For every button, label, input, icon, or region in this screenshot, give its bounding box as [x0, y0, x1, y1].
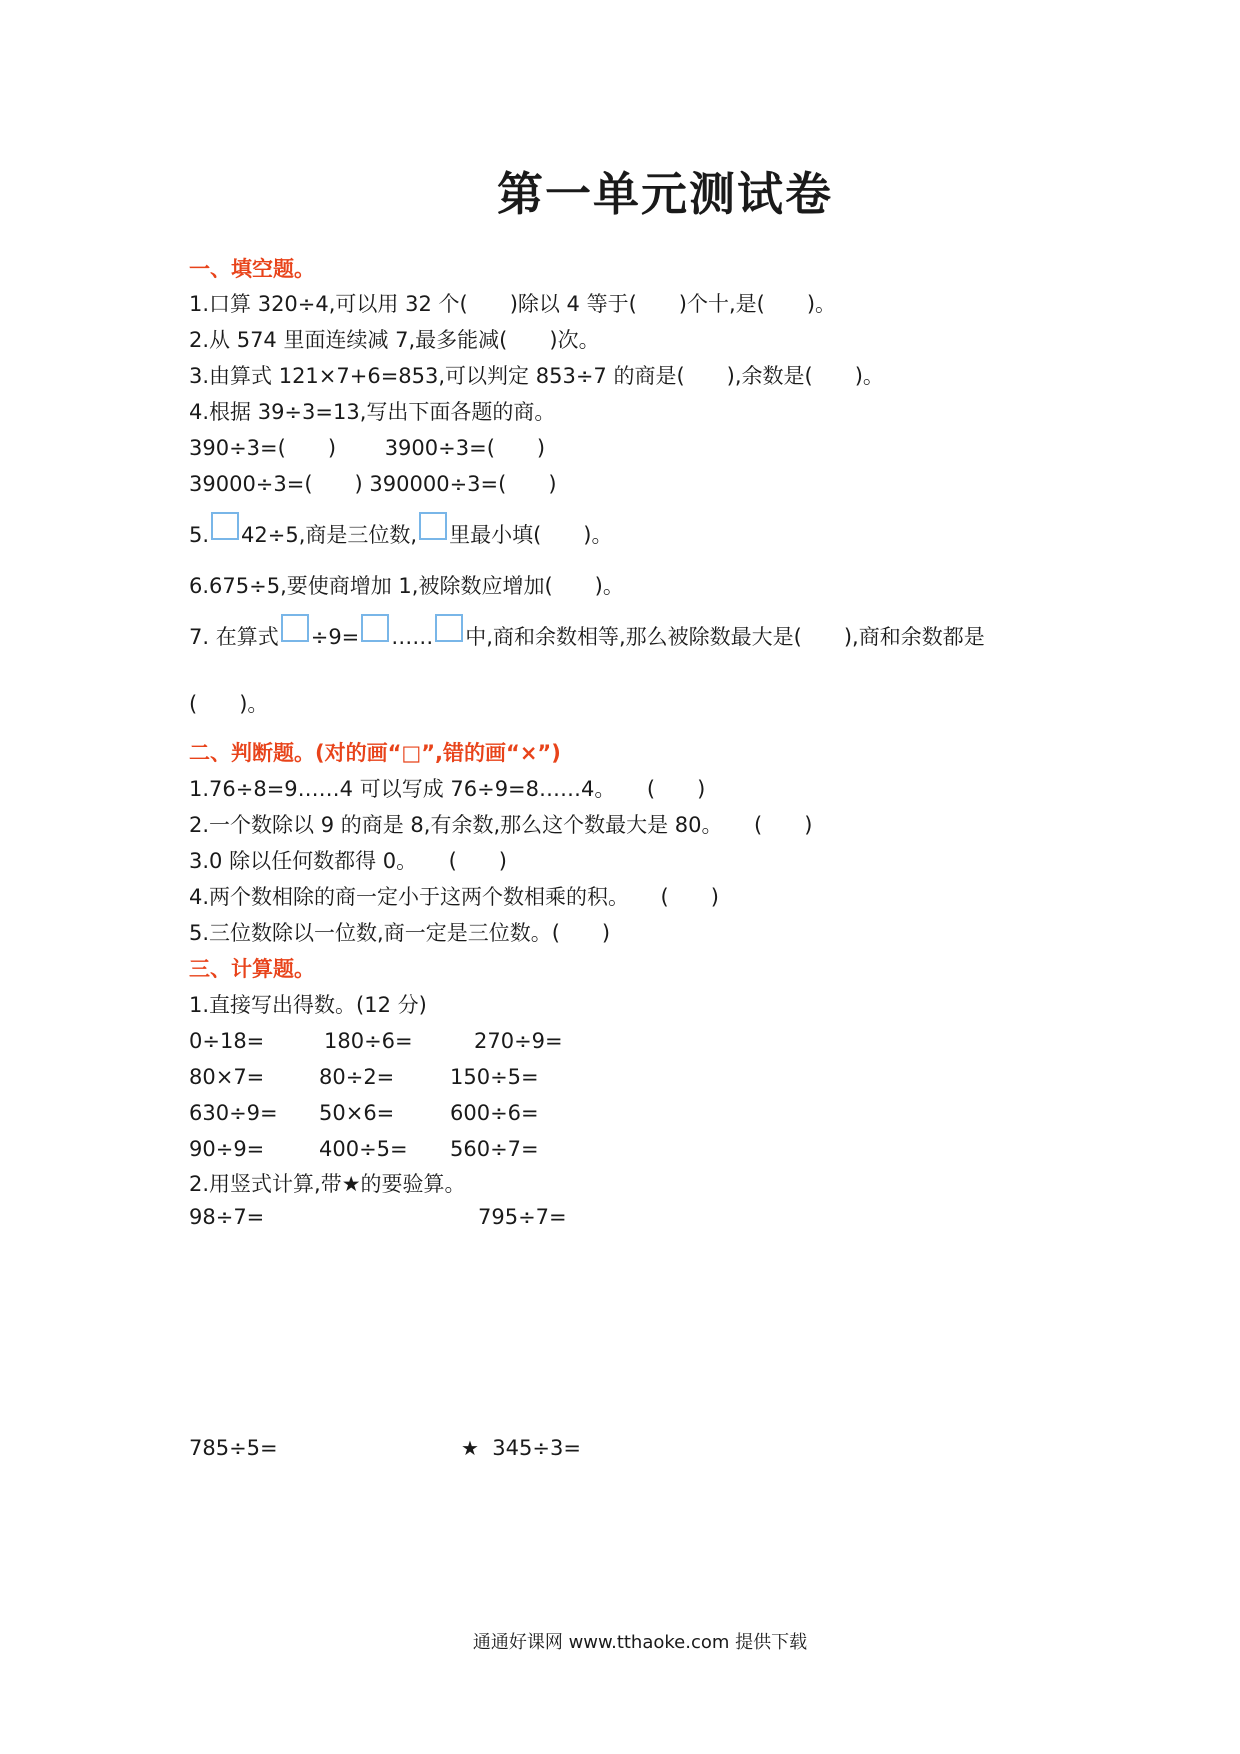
question-1-5: [189, 520, 612, 550]
calc-cell: 180÷6=: [324, 1029, 413, 1053]
question-1-6: 6.675÷5,要使商增加 1,被除数应增加( )。: [189, 574, 624, 598]
judge-item-4: 4.两个数相除的商一定小于这两个数相乘的积。 ( ): [189, 885, 719, 909]
question-1-3: 3.由算式 121×7+6=853,可以判定 853÷7 的商是( ),余数是( )。: [189, 364, 884, 388]
section-heading-fill-blank: 一、填空题。: [189, 257, 315, 281]
section-heading-true-false: 二、判断题。(对的画“□”,错的画“×”): [189, 741, 561, 765]
vertical-calc-4-text: 345÷3=: [492, 1436, 581, 1460]
calc-cell: 150÷5=: [450, 1065, 539, 1089]
q7-dots: ……: [391, 625, 434, 649]
calc-cell: 0÷18=: [189, 1029, 265, 1053]
question-1-1: 1.口算 320÷4,可以用 32 个( )除以 4 等于( )个十,是( )。: [189, 292, 837, 316]
calc-cell: 80÷2=: [319, 1065, 395, 1089]
q5-suffix: 里最小填( )。: [449, 523, 613, 547]
vertical-calc-1: 98÷7=: [189, 1205, 265, 1229]
q7-div: ÷9=: [310, 625, 360, 649]
calc-cell: 400÷5=: [319, 1137, 408, 1161]
page-title: 第一单元测试卷: [497, 167, 833, 221]
calc-cell: 80×7=: [189, 1065, 265, 1089]
question-1-4b: 39000÷3=( ) 390000÷3=( ): [189, 472, 557, 496]
blank-box[interactable]: [419, 512, 447, 540]
calc-cell: 270÷9=: [474, 1029, 563, 1053]
judge-item-1: 1.76÷8=9……4 可以写成 76÷9=8……4。 ( ): [189, 777, 706, 801]
calc-cell: 630÷9=: [189, 1101, 278, 1125]
q7-prefix: 7. 在算式: [189, 625, 279, 649]
calc-question-2: 2.用竖式计算,带★的要验算。: [189, 1172, 466, 1196]
q5-mid: 42÷5,商是三位数,: [241, 523, 418, 547]
footer-source: 通通好课网 www.tthaoke.com 提供下载: [472, 1632, 808, 1653]
q7-suffix: 中,商和余数相等,那么被除数最大是( ),商和余数都是: [465, 625, 985, 649]
question-1-7-end: ( )。: [189, 692, 269, 716]
blank-box[interactable]: [361, 614, 389, 642]
calc-cell: 560÷7=: [450, 1137, 539, 1161]
vertical-calc-4: [461, 1433, 581, 1463]
question-1-2: 2.从 574 里面连续减 7,最多能减( )次。: [189, 328, 600, 352]
calc-cell: 600÷6=: [450, 1101, 539, 1125]
calc-question-1: 1.直接写出得数。(12 分): [189, 993, 427, 1017]
judge-item-5: 5.三位数除以一位数,商一定是三位数。( ): [189, 921, 611, 945]
question-1-4: 4.根据 39÷3=13,写出下面各题的商。: [189, 400, 556, 424]
vertical-calc-2: 795÷7=: [478, 1205, 567, 1229]
judge-item-3: 3.0 除以任何数都得 0。 ( ): [189, 849, 507, 873]
judge-item-2: 2.一个数除以 9 的商是 8,有余数,那么这个数最大是 80。 ( ): [189, 813, 813, 837]
question-1-4a: 390÷3=( ) 3900÷3=( ): [189, 436, 546, 460]
star-icon: ★: [461, 1436, 479, 1460]
blank-box[interactable]: [281, 614, 309, 642]
vertical-calc-3: 785÷5=: [189, 1436, 278, 1460]
calc-cell: 50×6=: [319, 1101, 395, 1125]
q5-prefix: 5.: [189, 523, 210, 547]
calc-cell: 90÷9=: [189, 1137, 265, 1161]
question-1-7: [189, 622, 985, 652]
section-heading-calculation: 三、计算题。: [189, 957, 315, 981]
blank-box[interactable]: [435, 614, 463, 642]
blank-box[interactable]: [211, 512, 239, 540]
